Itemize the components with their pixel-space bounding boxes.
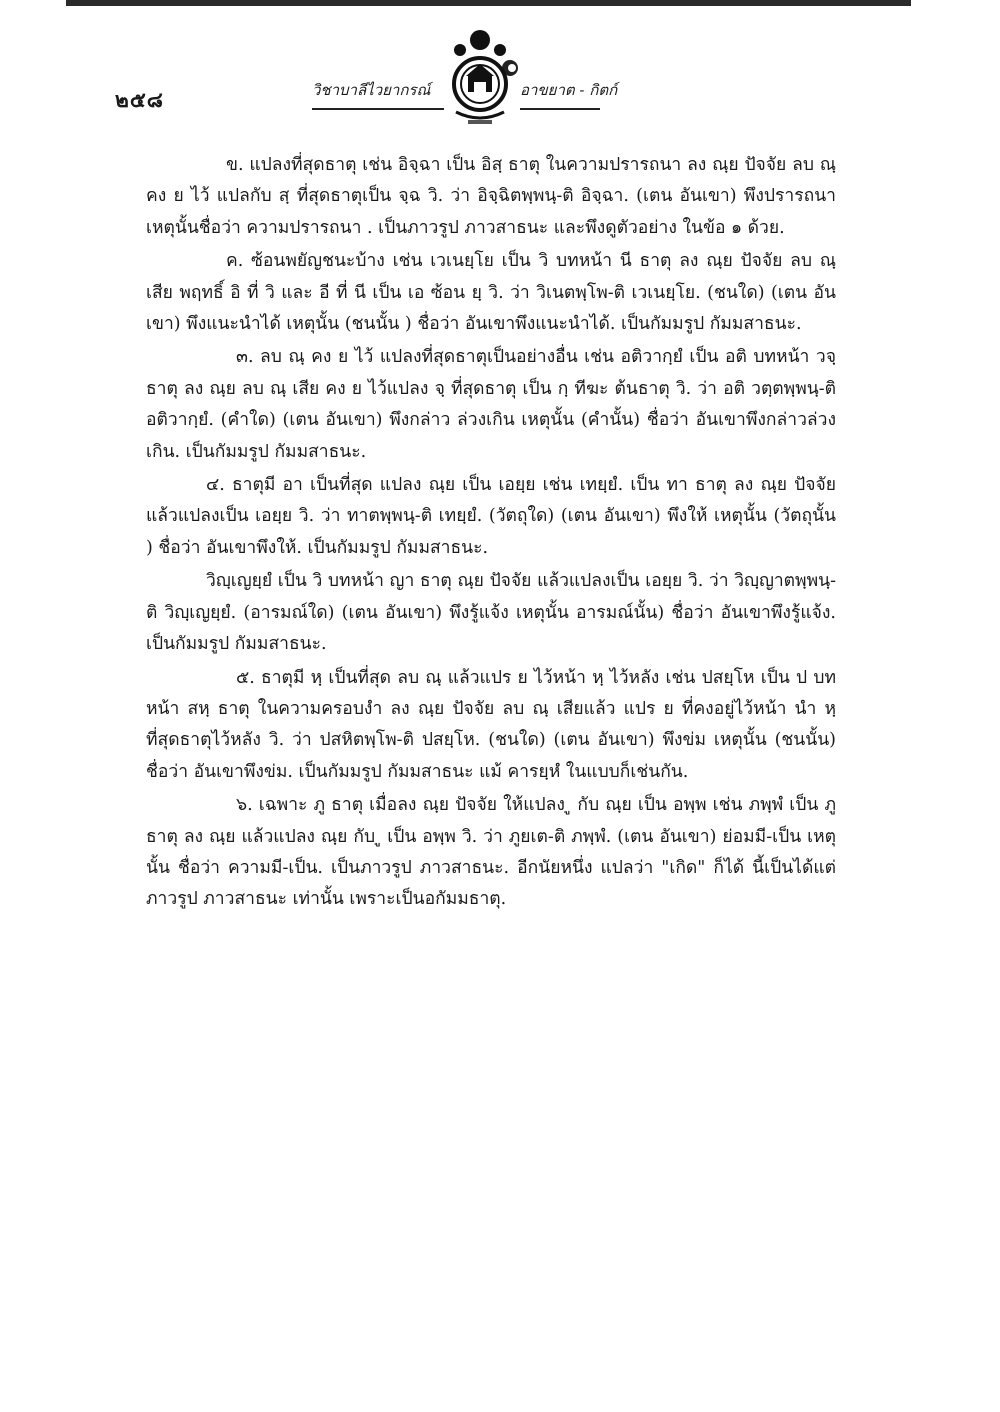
paragraph-kho-2: ค. ซ้อนพยัญชนะบ้าง เช่น เวเนยฺโย เป็น วิ บทหน้า นี ธาตุ ลง ณฺย ปัจจัย ลบ ณฺ เสีย พฤทธิ์ อิ ที่ วิ และ อี ที่ นี เป็น เอ ซ้อน ยฺ วิ. ว่า วิเนตพฺโพ-ติ เวเนยฺโย. (ชนใด) (เตน อันเขา) พึงแนะนำได้ เหตุนั้น (ชนนั้น ) ชื่อว่า อันเขาพึงแนะนำได้. เป็นกัมมรูป กัมมสาธนะ. — [146, 251, 836, 335]
paragraph-4: ๔. ธาตุมี อา เป็นที่สุด แปลง ณฺย เป็น เอยฺย เช่น เทยฺยํ. เป็น ทา ธาตุ ลง ณฺย ปัจจัย แล้วแปลงเป็น เอยฺย วิ. ว่า ทาตพฺพนฺ-ติ เทยฺยํ. (วัตถุใด) (เตน อันเขา) พึงให้ เหตุนั้น (วัตถุนั้น ) ชื่อว่า อันเขาพึงให้. เป็นกัมมรูป กัมมสาธนะ. — [146, 475, 836, 558]
paragraph-5: ๕. ธาตุมี หฺ เป็นที่สุด ลบ ณฺ แล้วแปร ย ไว้หน้า หฺ ไว้หลัง เช่น ปสยฺโห เป็น ป บทหน้า สหฺ ธาตุ ในความครอบงำ ลง ณฺย ปัจจัย ลบ ณฺ เสียแล้ว แปร ย ที่คงอยู่ไว้หน้า นำ หฺ ที่สุดธาตุไว้หลัง วิ. ว่า ปสหิตพฺโพ-ติ ปสยฺโห. (ชนใด) (เตน อันเขา) พึงข่ม เหตุนั้น (ชนนั้น) ชื่อว่า อันเขาพึงข่ม. เป็นกัมมรูป กัมมสาธนะ แม้ คารยฺหํ ในแบบก็เช่นกัน. — [146, 667, 836, 782]
paragraph-3: ๓. ลบ ณฺ คง ย ไว้ แปลงที่สุดธาตุเป็นอย่างอื่น เช่น อติวากฺยํ เป็น อติ บทหน้า วจฺ ธาตุ ลง ณฺย ลบ ณฺ เสีย คง ย ไว้แปลง จฺ ที่สุดธาตุ เป็น กฺ ทีฆะ ต้นธาตุ วิ. ว่า อติ วตฺตพฺพนฺ-ติ อติวากฺยํ. (คำใด) (เตน อันเขา) พึงกล่าว ล่วงเกิน เหตุนั้น (คำนั้น) ชื่อว่า อันเขาพึงกล่าวล่วงเกิน. เป็นกัมมรูป กัมมสาธนะ. — [146, 347, 836, 462]
section-title: อาขยาต - กิตก์ — [520, 78, 600, 110]
paragraph-kho: ข. แปลงที่สุดธาตุ เช่น อิจฺฉา เป็น อิสฺ ธาตุ ในความปรารถนา ลง ณฺย ปัจจัย ลบ ณฺ คง ย ไว้ แปลกับ สฺ ที่สุดธาตุเป็น จฺฉ วิ. ว่า อิจฺฉิตพฺพนฺ-ติ อิจฺฉา. (เตน อันเขา) พึงปรารถนา เหตุนั้นชื่อว่า ความปรารถนา . เป็นภาวรูป ภาวสาธนะ และพึงดูตัวอย่าง ในข้อ ๑ ด้วย. — [146, 155, 836, 238]
institution-seal-logo — [438, 28, 522, 132]
book-title: วิชาบาลีไวยากรณ์ — [312, 78, 444, 110]
paragraph-4-example: วิญฺเญยฺยํ เป็น วิ บทหน้า ญา ธาตุ ณฺย ปัจจัย แล้วแปลงเป็น เอยฺย วิ. ว่า วิญฺญาตพฺพนฺ-ติ วิญฺเญยฺยํ. (อารมณ์ใด) (เตน อันเขา) พึงรู้แจ้ง เหตุนั้น อารมณ์นั้น) ชื่อว่า อันเขาพึงรู้แจ้ง. เป็นกัมมรูป กัมมสาธนะ. — [146, 571, 836, 655]
document-body — [146, 150, 836, 918]
paragraph-6: ๖. เฉพาะ ภู ธาตุ เมื่อลง ณฺย ปัจจัย ให้แปลง ู กับ ณฺย เป็น อพฺพ เช่น ภพฺพํ เป็น ภู ธาตุ ลง ณฺย แล้วแปลง ณฺย กับ ู เป็น อพฺพ วิ. ว่า ภูยเต-ติ ภพฺพํ. (เตน อันเขา) ย่อมมี-เป็น เหตุนั้น ชื่อว่า ความมี-เป็น. เป็นภาวรูป ภาวสาธนะ. อีกนัยหนึ่ง แปลว่า "เกิด" ก็ได้ นี้เป็นได้แต่ ภาวรูป ภาวสาธนะ เท่านั้น เพราะเป็นอกัมมธาตุ. — [146, 795, 836, 910]
page-header — [0, 0, 1000, 140]
page-number: ๒๕๘ — [115, 87, 164, 112]
